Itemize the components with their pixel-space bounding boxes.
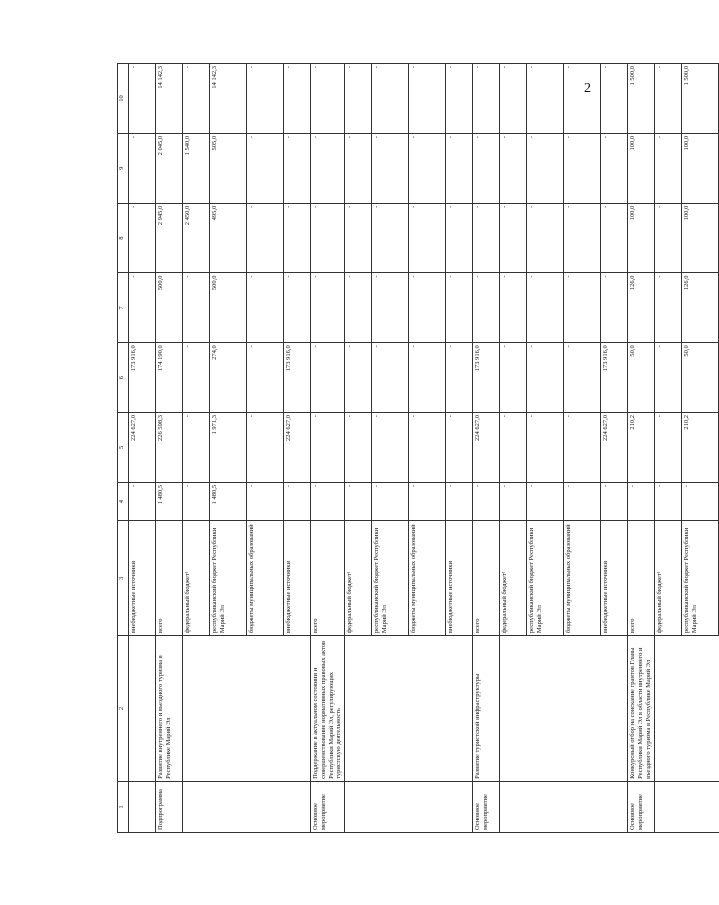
value-cell: 100,0 xyxy=(682,203,719,273)
rotated-table-container xyxy=(117,63,698,833)
value-cell: 14 142,3 xyxy=(210,64,247,134)
value-cell: - xyxy=(372,273,409,343)
value-cell: - xyxy=(284,133,311,203)
row-kind xyxy=(601,781,628,832)
table-row xyxy=(527,64,564,833)
value-cell: - xyxy=(601,273,628,343)
value-cell: - xyxy=(409,133,446,203)
funding-source: внебюджетные источники xyxy=(284,521,311,636)
value-cell: 224 627,0 xyxy=(601,413,628,483)
row-kind xyxy=(682,781,719,832)
value-cell: - xyxy=(247,64,284,134)
value-cell: - xyxy=(527,133,564,203)
funding-source: бюджеты муниципальных образований xyxy=(564,521,601,636)
row-name xyxy=(564,636,601,782)
row-name xyxy=(409,636,446,782)
value-cell: 100,0 xyxy=(628,203,655,273)
value-cell: - xyxy=(655,273,682,343)
row-name: Поддержание в актуальном состоянии и совершенствование нормативных правовых актов Республики Марий Эл, регулирующих туристскую деятельность xyxy=(311,636,345,782)
value-cell: - xyxy=(129,203,156,273)
value-cell: 1 540,0 xyxy=(183,133,210,203)
column-number: 10 xyxy=(118,64,129,134)
row-kind xyxy=(500,781,527,832)
row-kind: Основное мероприятие xyxy=(628,781,655,832)
value-cell: - xyxy=(284,482,311,521)
value-cell: - xyxy=(284,203,311,273)
value-cell: 1 500,0 xyxy=(628,64,655,134)
value-cell: - xyxy=(500,343,527,413)
row-kind xyxy=(527,781,564,832)
table-row xyxy=(284,64,311,833)
value-cell: - xyxy=(500,64,527,134)
funding-source: всего xyxy=(311,521,345,636)
value-cell: 50,0 xyxy=(682,343,719,413)
value-cell: - xyxy=(473,64,500,134)
value-cell: - xyxy=(446,273,473,343)
row-name xyxy=(372,636,409,782)
value-cell: 100,0 xyxy=(682,133,719,203)
value-cell: 173 916,0 xyxy=(601,343,628,413)
value-cell: - xyxy=(500,133,527,203)
column-number: 1 xyxy=(118,781,129,832)
table-row xyxy=(409,64,446,833)
row-name xyxy=(500,636,527,782)
value-cell: 1 480,5 xyxy=(156,482,183,521)
funding-source: федеральный бюджет¹ xyxy=(183,521,210,636)
value-cell: - xyxy=(655,413,682,483)
value-cell: - xyxy=(372,413,409,483)
value-cell: - xyxy=(129,64,156,134)
value-cell: - xyxy=(129,482,156,521)
value-cell: - xyxy=(628,482,655,521)
row-name xyxy=(527,636,564,782)
value-cell: - xyxy=(183,482,210,521)
value-cell: - xyxy=(183,413,210,483)
value-cell: - xyxy=(682,482,719,521)
value-cell: - xyxy=(129,133,156,203)
funding-source: республиканский бюджет Республики Марий Эл xyxy=(527,521,564,636)
table-row xyxy=(500,64,527,833)
row-name xyxy=(655,636,682,782)
value-cell: - xyxy=(372,482,409,521)
value-cell: - xyxy=(527,482,564,521)
value-cell: - xyxy=(372,64,409,134)
value-cell: 500,0 xyxy=(156,273,183,343)
table-row xyxy=(345,64,372,833)
funding-source: федеральный бюджет¹ xyxy=(500,521,527,636)
table-row xyxy=(372,64,409,833)
value-cell: 126,0 xyxy=(682,273,719,343)
column-number: 6 xyxy=(118,343,129,413)
value-cell: - xyxy=(345,273,372,343)
value-cell: - xyxy=(564,343,601,413)
value-cell: - xyxy=(345,64,372,134)
funding-source: всего xyxy=(473,521,500,636)
page-number: 2 xyxy=(584,81,591,96)
value-cell: - xyxy=(527,64,564,134)
value-cell: 1 500,0 xyxy=(682,64,719,134)
value-cell: - xyxy=(284,273,311,343)
value-cell: - xyxy=(183,273,210,343)
value-cell: - xyxy=(345,203,372,273)
row-name xyxy=(210,636,247,782)
column-number: 8 xyxy=(118,203,129,273)
value-cell: - xyxy=(500,482,527,521)
row-kind: Основное мероприятие xyxy=(311,781,345,832)
value-cell: - xyxy=(601,64,628,134)
value-cell: - xyxy=(446,413,473,483)
row-kind xyxy=(210,781,247,832)
value-cell: - xyxy=(247,482,284,521)
value-cell: 174 190,0 xyxy=(156,343,183,413)
value-cell: - xyxy=(409,203,446,273)
value-cell: - xyxy=(311,64,345,134)
value-cell: - xyxy=(345,413,372,483)
budget-table xyxy=(117,63,719,833)
value-cell: - xyxy=(655,343,682,413)
value-cell: - xyxy=(601,133,628,203)
column-number: 3 xyxy=(118,521,129,636)
value-cell: 100,0 xyxy=(628,133,655,203)
row-name xyxy=(247,636,284,782)
funding-source: республиканский бюджет Республики Марий Эл xyxy=(372,521,409,636)
table-row xyxy=(183,64,210,833)
value-cell: 173 916,0 xyxy=(284,343,311,413)
value-cell: - xyxy=(564,273,601,343)
value-cell: 500,0 xyxy=(210,273,247,343)
value-cell: - xyxy=(446,64,473,134)
row-kind xyxy=(247,781,284,832)
value-cell: - xyxy=(372,203,409,273)
value-cell: - xyxy=(564,482,601,521)
row-name xyxy=(345,636,372,782)
column-number: 9 xyxy=(118,133,129,203)
table-row xyxy=(682,64,719,833)
column-number: 7 xyxy=(118,273,129,343)
value-cell: - xyxy=(473,273,500,343)
value-cell: 50,0 xyxy=(628,343,655,413)
value-cell: - xyxy=(183,64,210,134)
funding-source: внебюджетные источники xyxy=(129,521,156,636)
row-kind: Основное мероприятие xyxy=(473,781,500,832)
table-row xyxy=(564,64,601,833)
value-cell: 2 945,0 xyxy=(156,203,183,273)
row-name: Развитие туристской инфраструктуры xyxy=(473,636,500,782)
row-name xyxy=(601,636,628,782)
value-cell: - xyxy=(247,203,284,273)
row-name xyxy=(682,636,719,782)
column-number: 5 xyxy=(118,413,129,483)
value-cell: - xyxy=(500,273,527,343)
value-cell: - xyxy=(247,343,284,413)
table-row xyxy=(473,64,500,833)
value-cell: - xyxy=(564,203,601,273)
funding-source: республиканский бюджет Республики Марий Эл xyxy=(210,521,247,636)
value-cell: - xyxy=(527,203,564,273)
value-cell: - xyxy=(500,203,527,273)
value-cell: - xyxy=(129,273,156,343)
value-cell: - xyxy=(311,203,345,273)
row-kind xyxy=(564,781,601,832)
value-cell: - xyxy=(601,203,628,273)
value-cell: 226 598,3 xyxy=(156,413,183,483)
table-row xyxy=(446,64,473,833)
value-cell: - xyxy=(655,203,682,273)
value-cell: 126,0 xyxy=(628,273,655,343)
value-cell: 2 450,0 xyxy=(183,203,210,273)
row-kind: Подпрограмма xyxy=(156,781,183,832)
row-kind xyxy=(129,781,156,832)
value-cell: 505,0 xyxy=(210,133,247,203)
column-number: 4 xyxy=(118,482,129,521)
row-kind xyxy=(372,781,409,832)
row-kind xyxy=(284,781,311,832)
value-cell: 210,2 xyxy=(628,413,655,483)
value-cell: 224 627,0 xyxy=(473,413,500,483)
value-cell: 1 971,3 xyxy=(210,413,247,483)
value-cell: 2 045,0 xyxy=(156,133,183,203)
value-cell: 1 480,5 xyxy=(210,482,247,521)
row-name xyxy=(129,636,156,782)
funding-source: всего xyxy=(628,521,655,636)
value-cell: - xyxy=(655,133,682,203)
value-cell: - xyxy=(311,133,345,203)
funding-source: внебюджетные источники xyxy=(446,521,473,636)
value-cell: - xyxy=(655,64,682,134)
table-row xyxy=(311,64,345,833)
table-row xyxy=(247,64,284,833)
value-cell: - xyxy=(311,482,345,521)
row-name xyxy=(284,636,311,782)
table-body xyxy=(129,64,719,833)
value-cell: - xyxy=(183,343,210,413)
row-kind xyxy=(446,781,473,832)
value-cell: 173 916,0 xyxy=(129,343,156,413)
value-cell: 224 627,0 xyxy=(129,413,156,483)
value-cell: - xyxy=(446,133,473,203)
value-cell: - xyxy=(311,273,345,343)
funding-source: внебюджетные источники xyxy=(601,521,628,636)
row-kind xyxy=(345,781,372,832)
value-cell: - xyxy=(247,273,284,343)
column-number-row xyxy=(118,64,129,833)
row-name: Развитие внутреннего и въездного туризма в Республике Марий Эл xyxy=(156,636,183,782)
value-cell: - xyxy=(345,133,372,203)
funding-source: бюджеты муниципальных образований xyxy=(409,521,446,636)
value-cell: 495,0 xyxy=(210,203,247,273)
value-cell: - xyxy=(372,133,409,203)
value-cell: - xyxy=(247,133,284,203)
value-cell: - xyxy=(473,482,500,521)
table-row xyxy=(210,64,247,833)
value-cell: - xyxy=(345,343,372,413)
value-cell: - xyxy=(311,413,345,483)
value-cell: - xyxy=(446,203,473,273)
value-cell: - xyxy=(564,64,601,134)
funding-source: федеральный бюджет¹ xyxy=(655,521,682,636)
row-kind xyxy=(183,781,210,832)
funding-source: республиканский бюджет Республики Марий Эл xyxy=(682,521,719,636)
value-cell: - xyxy=(372,343,409,413)
value-cell: - xyxy=(311,343,345,413)
value-cell: - xyxy=(655,482,682,521)
value-cell: 210,2 xyxy=(682,413,719,483)
value-cell: - xyxy=(527,413,564,483)
value-cell: - xyxy=(527,343,564,413)
table-row xyxy=(628,64,655,833)
value-cell: - xyxy=(564,133,601,203)
row-kind xyxy=(655,781,682,832)
row-kind xyxy=(409,781,446,832)
value-cell: - xyxy=(284,64,311,134)
value-cell: - xyxy=(409,64,446,134)
funding-source: всего xyxy=(156,521,183,636)
value-cell: - xyxy=(473,133,500,203)
table-row xyxy=(129,64,156,833)
table-row xyxy=(601,64,628,833)
row-name xyxy=(446,636,473,782)
table-row xyxy=(156,64,183,833)
value-cell: - xyxy=(409,482,446,521)
value-cell: - xyxy=(409,273,446,343)
funding-source: бюджеты муниципальных образований xyxy=(247,521,284,636)
value-cell: - xyxy=(473,203,500,273)
value-cell: 173 916,0 xyxy=(473,343,500,413)
value-cell: - xyxy=(446,343,473,413)
table-row xyxy=(655,64,682,833)
value-cell: - xyxy=(345,482,372,521)
value-cell: - xyxy=(409,413,446,483)
value-cell: - xyxy=(247,413,284,483)
value-cell: - xyxy=(446,482,473,521)
value-cell: 224 627,0 xyxy=(284,413,311,483)
value-cell: - xyxy=(500,413,527,483)
value-cell: 274,0 xyxy=(210,343,247,413)
funding-source: федеральный бюджет¹ xyxy=(345,521,372,636)
value-cell: 14 142,3 xyxy=(156,64,183,134)
column-number: 2 xyxy=(118,636,129,782)
value-cell: - xyxy=(564,413,601,483)
value-cell: - xyxy=(527,273,564,343)
value-cell: - xyxy=(409,343,446,413)
value-cell: - xyxy=(601,482,628,521)
row-name xyxy=(183,636,210,782)
row-name: Конкурсный отбор на соискание грантов Главы Республики Марий Эл в области внутреннего и въездного туризма в Республике Марий Эл xyxy=(628,636,655,782)
